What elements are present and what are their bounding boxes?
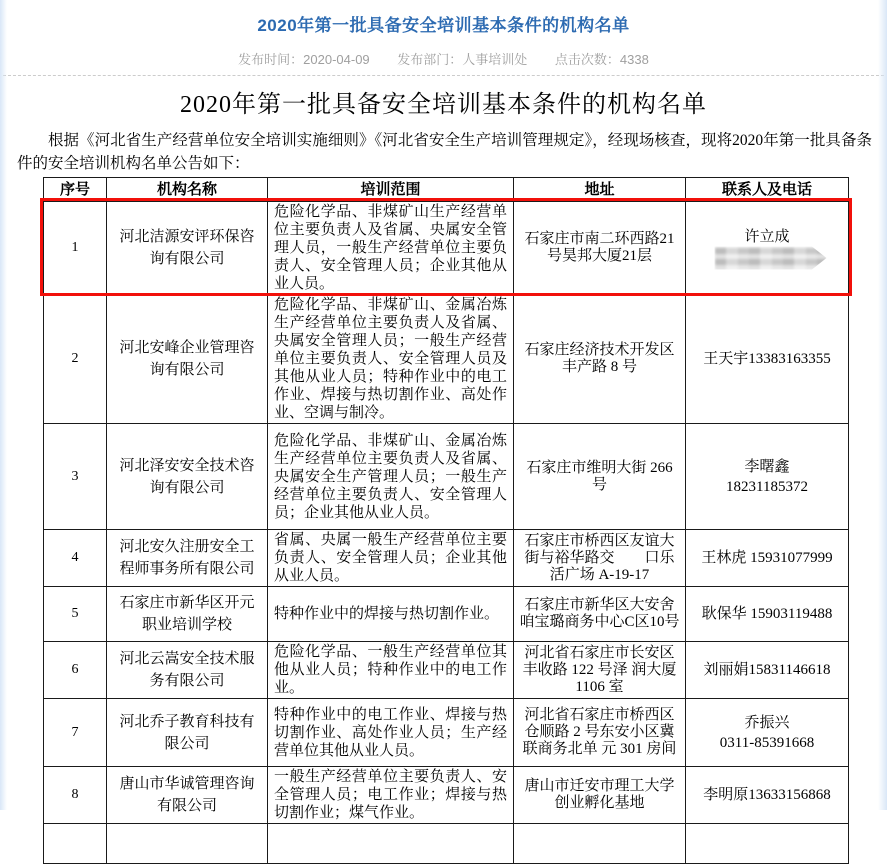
cell-contact: 刘丽娟15831146618 [686,642,849,699]
cell-org-name: 河北安久注册安全工程师事务所有限公司 [107,530,268,587]
cell-org-name [107,824,268,864]
table-row [44,295,849,424]
article-intro: 根据《河北省生产经营单位安全培训实施细则》《河北省安全生产培训管理规定》，经现场核查，现将2020年第一批具备条件的安全培训机构名单公告如下： [17,132,872,172]
cell-org-name: 唐山市华诚管理咨询有限公司 [107,767,268,824]
cell-org-name: 河北乔子教育科技有限公司 [107,699,268,767]
cell-scope: 危险化学品、非煤矿山、金属冶炼生产经营单位主要负责人及省属、央属安全生产管理人员；一般生产经营单位主要负责人、安全管理人员；企业其他从业人员。 [268,424,514,530]
table-header-row [44,178,849,202]
cell-address: 石家庄市桥西区友谊大街与裕华路交 口乐活广场 A-19-17 [514,530,686,587]
cell-scope [268,824,514,864]
cell-address [514,824,686,864]
page-header [0,0,887,76]
cell-contact: 王天宇13383163355 [686,295,849,424]
dashed-divider [3,75,884,76]
meta-click-count: 点击次数：4338 [554,52,649,67]
cell-contact: 乔振兴 0311-85391668 [686,699,849,767]
cell-contact: 耿保华 15903119488 [686,587,849,642]
cell-address: 石家庄市新华区大安舍咱宝璐商务中心C区10号 [514,587,686,642]
cell-org-name: 河北安峰企业管理咨询有限公司 [107,295,268,424]
cell-scope: 危险化学品、非煤矿山、金属冶炼生产经营单位主要负责人及省属、央属安全管理人员；一般生产经营单位主要负责人、安全管理人员及其他从业人员；特种作业中的电工作业、焊接与热切割作业、高处作业、空调与制冷。 [268,295,514,424]
cell-contact [686,824,849,864]
article-title: 2020年第一批具备安全培训基本条件的机构名单 [180,92,707,118]
table-row-clipped [44,824,849,864]
table-row [44,767,849,824]
col-header-seq: 序号 [44,178,107,202]
cell-seq [44,824,107,864]
cell-org-name: 石家庄市新华区开元职业培训学校 [107,587,268,642]
cell-address: 河北省石家庄市长安区丰收路 122 号泽 润大厦 1106 室 [514,642,686,699]
cell-address: 石家庄市维明大街 266 号 [514,424,686,530]
table-row [44,424,849,530]
table-row [44,530,849,587]
cell-seq: 6 [44,642,107,699]
page-edge-right [878,0,887,810]
meta-publish-dept: 发布部门：人事培训处 [397,52,528,67]
page-edge-left [0,0,7,810]
cell-address: 唐山市迁安市理工大学创业孵化基地 [514,767,686,824]
cell-address: 河北省石家庄市桥西区仓顺路 2 号东安小区冀联商务北单 元 301 房间 [514,699,686,767]
cell-org-name: 河北泽安安全技术咨询有限公司 [107,424,268,530]
org-table [43,177,849,864]
cell-scope: 特种作业中的焊接与热切割作业。 [268,587,514,642]
cell-org-name: 河北云嵩安全技术服务有限公司 [107,642,268,699]
page-title: 2020年第一批具备安全培训基本条件的机构名单 [257,16,630,35]
table-row [44,202,849,295]
col-header-address: 地址 [514,178,686,202]
table-row [44,642,849,699]
col-header-contact: 联系人及电话 [686,178,849,202]
cell-scope: 省属、央属一般生产经营单位主要负责人、安全管理人员；企业其他从业人员。 [268,530,514,587]
cell-seq: 5 [44,587,107,642]
cell-scope: 危险化学品、非煤矿山生产经营单位主要负责人及省属、央属安全管理人员，一般生产经营单位主要负责人、安全管理人员；企业其他从业人员。 [268,202,514,295]
cell-scope: 危险化学品、一般生产经营单位其他从业人员；特种作业中的电工作业。 [268,642,514,699]
cell-contact: 李曙鑫 18231185372 [686,424,849,530]
table-row [44,587,849,642]
cell-seq: 3 [44,424,107,530]
cell-scope: 特种作业中的电工作业、焊接与热切割作业、高处作业人员；生产经营单位其他从业人员。 [268,699,514,767]
cell-seq: 1 [44,202,107,295]
cell-seq: 8 [44,767,107,824]
cell-org-name: 河北洁源安评环保咨询有限公司 [107,202,268,295]
meta-publish-time: 发布时间：2020-04-09 [238,52,370,67]
cell-contact: 王林虎 15931077999 [686,530,849,587]
col-header-org-name: 机构名称 [107,178,268,202]
cell-scope: 一般生产经营单位主要负责人、安全管理人员；电工作业；焊接与热切割作业；煤气作业。 [268,767,514,824]
publish-meta [0,52,887,68]
org-table-container [43,177,849,864]
table-row [44,699,849,767]
cell-seq: 2 [44,295,107,424]
cell-contact: 李明原13633156868 [686,767,849,824]
cell-address: 石家庄市南二环西路21号昊邦大厦21层 [514,202,686,295]
cell-address: 石家庄经济技术开发区丰产路 8 号 [514,295,686,424]
cell-seq: 4 [44,530,107,587]
col-header-scope: 培训范围 [268,178,514,202]
contact-name: 许立成 [744,228,790,245]
redacted-phone [715,247,827,270]
cell-seq: 7 [44,699,107,767]
cell-contact [686,202,849,295]
